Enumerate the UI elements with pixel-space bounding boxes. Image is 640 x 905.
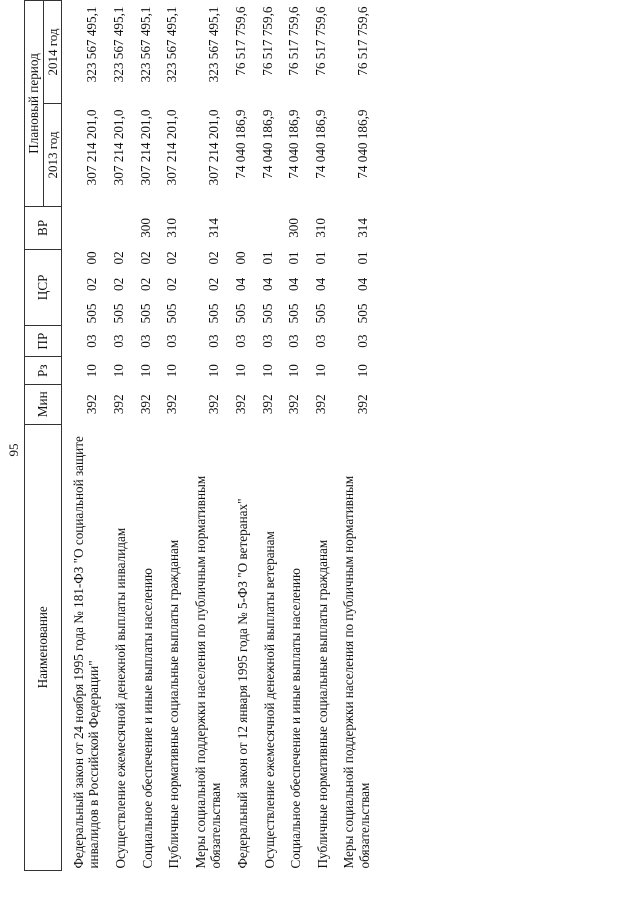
row-csr-part3: 01 [286,251,302,265]
header-rz: Рз [25,357,62,385]
row-rz: 10 [312,364,328,378]
row-csr-part2: 04 [354,277,370,291]
row-amount-2014: 323 567 495,1 [206,6,222,83]
row-pr: 03 [312,334,328,348]
row-name: Меры социальной поддержки населения по публичным нормативным обязательствам [341,475,372,869]
row-pr: 03 [259,334,275,348]
table-row [226,1,253,871]
row-rz: 10 [286,364,302,378]
row-csr-part1: 505 [111,303,127,324]
row-rz: 10 [354,364,370,378]
table-row [61,1,104,871]
row-csr-part2: 02 [164,277,180,291]
row-vr [253,206,280,249]
row-csr-part2: 04 [259,277,275,291]
row-amount-2013: 307 214 201,0 [206,109,222,186]
row-csr-part3: 02 [206,251,222,265]
row-min: 392 [137,394,153,415]
row-name: Осуществление ежемесячной денежной выплаты инвалидам [113,527,129,869]
row-amount-2013: 74 040 186,9 [232,109,248,179]
row-pr: 03 [354,334,370,348]
table-row [306,1,333,871]
table-row [279,1,306,871]
row-min: 392 [232,394,248,415]
row-csr-part1: 505 [286,303,302,324]
row-vr: 310 [164,218,180,238]
row-pr: 03 [232,334,248,348]
table-header [25,1,62,871]
row-min: 392 [111,394,127,415]
row-amount-2013: 307 214 201,0 [137,109,153,186]
row-csr [131,249,158,325]
row-name: Меры социальной поддержки населения по публичным нормативным обязательствам [192,475,224,869]
row-rz: 10 [84,364,100,378]
header-year-2014: 2014 год [43,1,61,104]
row-name: Публичные нормативные социальные выплаты гражданам [166,539,182,869]
table-row [184,1,226,871]
row-amount-2013: 74 040 186,9 [312,109,328,179]
table-row [157,1,184,871]
row-min: 392 [286,394,302,415]
row-csr-part2: 04 [232,277,248,291]
row-amount-2014: 323 567 495,1 [137,6,153,83]
row-rz: 10 [232,364,248,378]
row-name: Социальное обеспечение и иные выплаты населению [288,568,304,869]
row-csr-part1: 505 [232,303,248,324]
table-body [61,1,374,871]
header-pr: ПР [25,325,62,357]
row-amount-2014: 76 517 759,6 [259,6,275,76]
row-csr [184,249,226,325]
header-min: Мин [25,384,62,424]
row-rz: 10 [164,364,180,378]
header-name: Наименование [25,424,62,870]
row-amount-2014: 323 567 495,1 [111,6,127,83]
row-amount-2013: 74 040 186,9 [354,109,370,179]
row-csr-part2: 02 [84,277,100,291]
row-csr [253,249,280,325]
row-csr-part1: 505 [206,303,222,324]
row-csr-part1: 505 [312,303,328,324]
table-row [131,1,158,871]
budget-table [24,0,374,871]
row-csr-part3: 02 [111,251,127,265]
row-amount-2014: 76 517 759,6 [286,6,302,76]
row-vr: 314 [354,218,370,238]
row-vr: 310 [312,218,328,238]
row-csr-part3: 02 [164,251,180,265]
header-csr: ЦСР [25,249,62,325]
row-csr-part2: 02 [137,277,153,291]
row-csr-part2: 02 [111,277,127,291]
row-amount-2013: 74 040 186,9 [259,109,275,179]
row-csr [157,249,184,325]
table-row [104,1,131,871]
row-name: Федеральный закон от 24 ноября 1995 года № 181-ФЗ "О социальной защите инвалидов в Российской Федерации" [70,436,102,869]
row-min: 392 [312,394,328,415]
row-amount-2014: 76 517 759,6 [312,6,328,76]
row-amount-2013: 74 040 186,9 [286,109,302,179]
row-amount-2013: 307 214 201,0 [84,109,100,186]
row-csr-part3: 01 [259,251,275,265]
row-csr-part1: 505 [259,303,275,324]
row-min: 392 [164,394,180,415]
row-vr: 300 [137,218,153,238]
row-pr: 03 [286,334,302,348]
row-csr-part3: 00 [84,251,100,265]
row-min: 392 [206,394,222,415]
row-pr: 03 [111,334,127,348]
page-number: 95 [6,443,21,457]
row-csr [226,249,253,325]
row-name: Федеральный закон от 12 января 1995 года № 5-ФЗ "О ветеранах" [234,498,250,869]
row-amount-2014: 76 517 759,6 [354,6,370,76]
row-csr [61,249,104,325]
row-csr-part1: 505 [84,303,100,324]
row-amount-2014: 323 567 495,1 [164,6,180,83]
row-csr [306,249,333,325]
row-csr-part3: 00 [232,251,248,265]
row-csr-part3: 01 [312,251,328,265]
row-pr: 03 [206,334,222,348]
row-min: 392 [354,394,370,415]
row-pr: 03 [84,334,100,348]
row-csr [332,249,374,325]
row-amount-2013: 307 214 201,0 [111,109,127,186]
row-csr-part1: 505 [354,303,370,324]
row-csr-part2: 04 [312,277,328,291]
row-name: Публичные нормативные социальные выплаты гражданам [314,539,330,869]
row-rz: 10 [206,364,222,378]
row-amount-2014: 323 567 495,1 [84,6,100,83]
row-rz: 10 [259,364,275,378]
row-min: 392 [259,394,275,415]
table-row [253,1,280,871]
row-vr: 314 [206,218,222,238]
row-vr: 300 [286,218,302,238]
row-csr-part3: 01 [354,251,370,265]
table-row [332,1,374,871]
row-vr [104,206,131,249]
row-name: Осуществление ежемесячной денежной выплаты ветеранам [261,531,277,869]
header-vr: ВР [25,206,62,249]
row-csr [279,249,306,325]
header-planned-period: Плановый период [25,1,44,207]
row-vr [226,206,253,249]
row-csr [104,249,131,325]
row-csr-part3: 02 [137,251,153,265]
row-name: Социальное обеспечение и иные выплаты населению [139,568,155,869]
row-csr-part1: 505 [164,303,180,324]
row-amount-2013: 307 214 201,0 [164,109,180,186]
row-min: 392 [84,394,100,415]
row-csr-part2: 02 [206,277,222,291]
header-year-2013: 2013 год [43,104,61,207]
row-rz: 10 [111,364,127,378]
row-csr-part2: 04 [286,277,302,291]
row-rz: 10 [137,364,153,378]
row-pr: 03 [164,334,180,348]
row-pr: 03 [137,334,153,348]
row-amount-2014: 76 517 759,6 [232,6,248,76]
row-csr-part1: 505 [137,303,153,324]
row-vr [61,206,104,249]
